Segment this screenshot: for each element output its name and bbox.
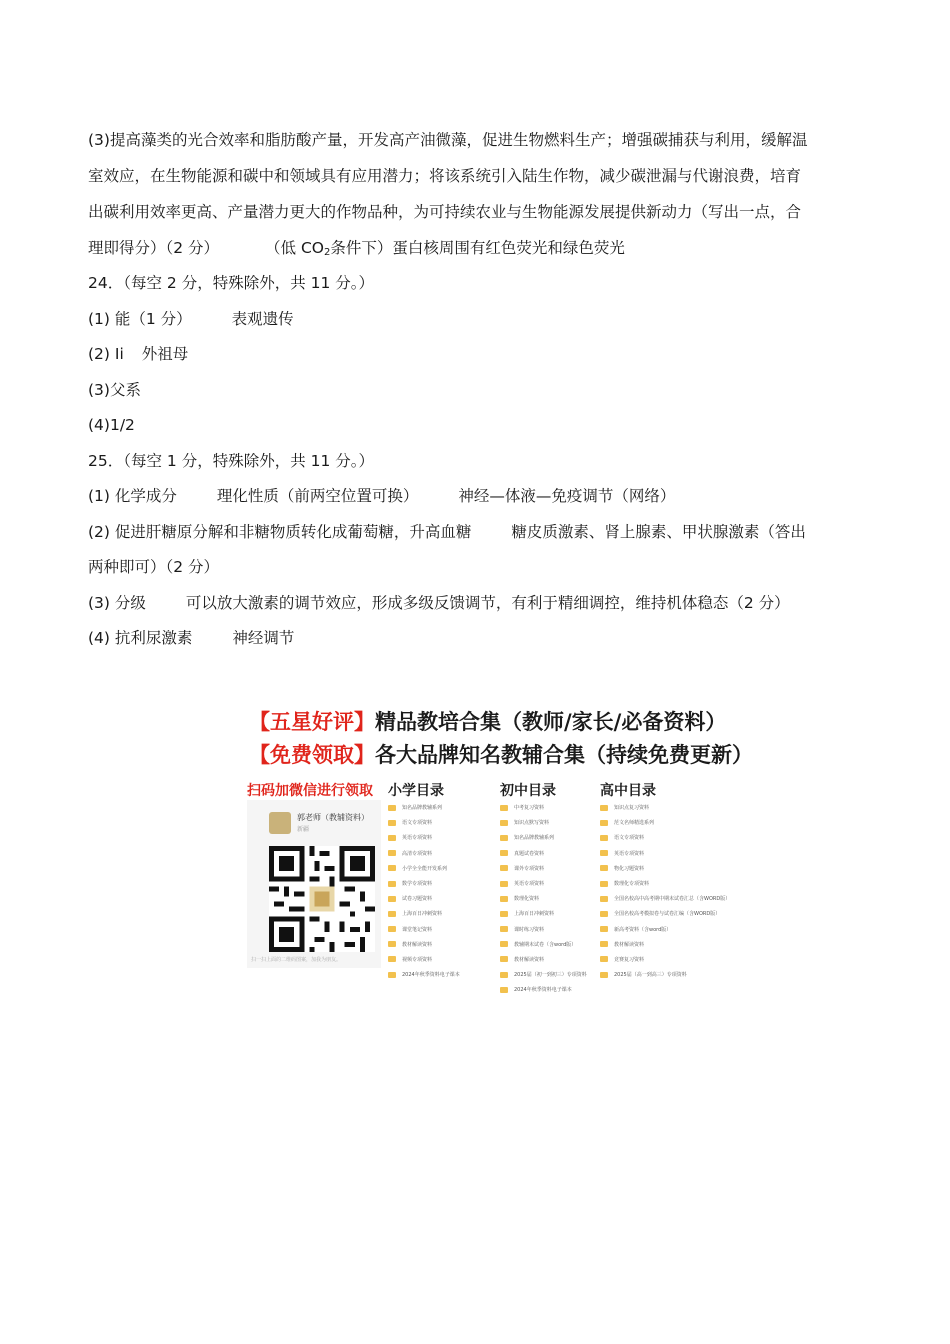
catalog-item bbox=[500, 876, 587, 891]
q25-header: 25．（每空 1 分，特殊除外，共 11 分。） bbox=[88, 451, 375, 470]
middle-catalog-heading: 初中目录 bbox=[500, 783, 556, 799]
q25-answer-4 bbox=[88, 621, 862, 657]
folder-icon bbox=[500, 956, 508, 962]
catalog-item bbox=[388, 830, 460, 845]
q24-answer-2 bbox=[88, 337, 862, 373]
q25-answer-2a: (2) 促进肝糖原分解和非糖物质转化成葡萄糖，升高血糖 bbox=[88, 522, 472, 541]
q23-4-answer-pre: （低 CO bbox=[265, 239, 324, 257]
catalog-item-label: 全国名校高考模拟卷与试卷汇编（含WORD版） bbox=[614, 911, 721, 918]
catalog-item-label: 2025届（高一到高三）专项资料 bbox=[614, 972, 687, 979]
folder-icon bbox=[388, 926, 396, 932]
catalog-item bbox=[500, 952, 587, 967]
folder-icon bbox=[500, 865, 508, 871]
folder-icon bbox=[600, 835, 608, 841]
qr-code-icon bbox=[269, 846, 375, 952]
catalog-item bbox=[500, 891, 587, 906]
answer-text-block bbox=[88, 122, 862, 657]
catalog-item bbox=[600, 800, 730, 815]
promo-banner-image bbox=[243, 700, 753, 994]
catalog-item-label: 课时练习资料 bbox=[514, 926, 545, 933]
q23-4-answer-post: 条件下）蛋白核周围有红色荧光和绿色荧光 bbox=[330, 239, 625, 257]
catalog-item bbox=[600, 906, 730, 921]
folder-icon bbox=[500, 926, 508, 932]
folder-icon bbox=[388, 805, 396, 811]
catalog-item-label: 竞赛复习资料 bbox=[614, 956, 645, 963]
q24-answer-1-num: (1) 能（1 分） bbox=[88, 309, 192, 328]
catalog-item-label: 课堂笔记资料 bbox=[402, 926, 433, 933]
catalog-item bbox=[500, 922, 587, 937]
folder-icon bbox=[388, 820, 396, 826]
catalog-item-label: 中考复习资料 bbox=[514, 805, 545, 812]
folder-icon bbox=[500, 805, 508, 811]
catalog-item-label: 教材解读资料 bbox=[514, 956, 545, 963]
catalog-item bbox=[388, 967, 460, 982]
folder-icon bbox=[388, 881, 396, 887]
q25-answer-1b: 理化性质（前两空位置可换） bbox=[216, 487, 419, 505]
q25-answer-2-line-1 bbox=[88, 515, 862, 551]
catalog-item-label: 小学全全能开发系列 bbox=[402, 865, 448, 872]
avatar bbox=[269, 812, 291, 834]
catalog-item-label: 英语专项资料 bbox=[514, 881, 545, 888]
folder-icon bbox=[600, 820, 608, 826]
catalog-item bbox=[600, 922, 730, 937]
q24-answer-4: (4)1/2 bbox=[88, 416, 135, 434]
catalog-item-label: 范文名师精选系列 bbox=[614, 820, 655, 827]
promo-line-2-tag: 【免费领取】 bbox=[249, 742, 375, 767]
folder-icon bbox=[500, 835, 508, 841]
folder-icon bbox=[600, 941, 608, 947]
catalog-item bbox=[388, 800, 460, 815]
folder-icon bbox=[388, 941, 396, 947]
promo-line-1-tag: 【五星好评】 bbox=[249, 709, 375, 734]
q25-answer-1a: (1) 化学成分 bbox=[88, 487, 177, 505]
middle-catalog-list bbox=[500, 800, 587, 997]
catalog-item-label: 知识点复习资料 bbox=[614, 805, 650, 812]
folder-icon bbox=[600, 926, 608, 932]
q23-3-line-1: (3)提高藻类的光合效率和脂肪酸产量，开发高产油微藻，促进生物燃料生产；增强碳捕获与利用，缓解温 bbox=[88, 131, 808, 149]
q25-answer-1c: 神经—体液—免疫调节（网络） bbox=[458, 487, 676, 505]
scan-label: 扫码加微信进行领取 bbox=[247, 783, 373, 799]
catalog-item-label: 上海百日冲刺资料 bbox=[402, 911, 443, 918]
catalog-item-label: 真题试卷资料 bbox=[514, 850, 545, 857]
promo-line-1-text: 精品教培合集（教师/家长/必备资料） bbox=[375, 709, 727, 734]
catalog-item bbox=[500, 815, 587, 830]
q25-answer-2b: 糖皮质激素、肾上腺素、甲状腺激素（答出 bbox=[511, 522, 806, 541]
folder-icon bbox=[500, 896, 508, 902]
q25-answer-1 bbox=[88, 479, 862, 515]
catalog-item-label: 英语专项资料 bbox=[614, 850, 645, 857]
catalog-item bbox=[388, 952, 460, 967]
catalog-item-label: 2024年秋季资料电子课本 bbox=[514, 987, 572, 994]
catalog-item bbox=[388, 861, 460, 876]
q25-answer-2-line-2: 两种即可）（2 分） bbox=[88, 558, 220, 576]
catalog-item bbox=[388, 906, 460, 921]
folder-icon bbox=[500, 972, 508, 978]
catalog-item-label: 教材解读资料 bbox=[614, 941, 645, 948]
folder-icon bbox=[600, 896, 608, 902]
q23-3-line-3: 出碳利用效率更高、产量潜力更大的作物品种，为可持续农业与生物能源发展提供新动力（写出一点，合 bbox=[88, 203, 802, 221]
folder-icon bbox=[500, 987, 508, 993]
contact-region: 新疆 bbox=[297, 826, 310, 833]
catalog-item-label: 语文专项资料 bbox=[614, 835, 645, 842]
catalog-item-label: 2024年秋季资料电子课本 bbox=[402, 972, 460, 979]
primary-catalog-list bbox=[388, 800, 460, 982]
q24-answer-1 bbox=[88, 302, 862, 338]
catalog-item bbox=[600, 952, 730, 967]
folder-icon bbox=[500, 850, 508, 856]
promo-line-1 bbox=[249, 706, 726, 736]
catalog-item bbox=[388, 922, 460, 937]
promo-line-2 bbox=[249, 739, 753, 769]
folder-icon bbox=[600, 956, 608, 962]
catalog-item-label: 高清专项资料 bbox=[402, 850, 433, 857]
q25-answer-3b: 可以放大激素的调节效应，形成多级反馈调节，有利于精细调控，维持机体稳态（2 分） bbox=[185, 593, 790, 612]
catalog-item bbox=[600, 891, 730, 906]
folder-icon bbox=[600, 805, 608, 811]
catalog-item bbox=[500, 861, 587, 876]
folder-icon bbox=[388, 896, 396, 902]
primary-catalog-heading: 小学目录 bbox=[388, 783, 444, 799]
catalog-item bbox=[388, 846, 460, 861]
catalog-item bbox=[388, 815, 460, 830]
catalog-item bbox=[500, 830, 587, 845]
catalog-item-label: 数理化专项资料 bbox=[614, 881, 650, 888]
folder-icon bbox=[388, 865, 396, 871]
catalog-item-label: 上海百日冲刺资料 bbox=[514, 911, 555, 918]
q23-3-line-2: 室效应，在生物能源和碳中和领域具有应用潜力；将该系统引入陆生作物，减少碳泄漏与代谢浪费，培育 bbox=[88, 167, 802, 185]
catalog-item-label: 2025届（初一到初三）专项资料 bbox=[514, 972, 587, 979]
folder-icon bbox=[500, 911, 508, 917]
folder-icon bbox=[600, 850, 608, 856]
q24-answer-1-val: 表观遗传 bbox=[231, 309, 294, 328]
q25-answer-3 bbox=[88, 586, 862, 622]
co2-subscript: 2 bbox=[324, 247, 331, 258]
catalog-item-label: 知名品牌教辅系列 bbox=[402, 805, 443, 812]
q23-3-score: 理即得分）（2 分） bbox=[88, 239, 220, 257]
catalog-item-label: 试卷习题资料 bbox=[402, 896, 433, 903]
q25-answer-4b: 神经调节 bbox=[232, 629, 295, 647]
catalog-item bbox=[600, 861, 730, 876]
q24-header: 24．（每空 2 分，特殊除外，共 11 分。） bbox=[88, 274, 375, 292]
catalog-item bbox=[600, 846, 730, 861]
folder-icon bbox=[500, 941, 508, 947]
catalog-item-label: 物化习题资料 bbox=[614, 865, 645, 872]
wechat-contact-card bbox=[247, 800, 381, 968]
catalog-item bbox=[388, 937, 460, 952]
q24-answer-3: (3)父系 bbox=[88, 380, 141, 399]
folder-icon bbox=[600, 972, 608, 978]
catalog-item bbox=[500, 982, 587, 997]
folder-icon bbox=[388, 835, 396, 841]
folder-icon bbox=[388, 911, 396, 917]
catalog-item bbox=[600, 830, 730, 845]
high-catalog-list bbox=[600, 800, 730, 982]
catalog-item bbox=[600, 815, 730, 830]
catalog-item-label: 教材解读资料 bbox=[402, 941, 433, 948]
folder-icon bbox=[388, 956, 396, 962]
catalog-item bbox=[600, 967, 730, 982]
contact-name: 郭老师（教辅资料） bbox=[297, 813, 369, 822]
catalog-item bbox=[388, 876, 460, 891]
catalog-item-label: 视频专项资料 bbox=[402, 956, 433, 963]
catalog-item bbox=[600, 876, 730, 891]
catalog-item-label: 全国名校高中高考期中期末试卷汇总（含WORD版） bbox=[614, 896, 731, 903]
q25-answer-4a: (4) 抗利尿激素 bbox=[88, 629, 193, 647]
catalog-item bbox=[500, 846, 587, 861]
folder-icon bbox=[500, 881, 508, 887]
catalog-item bbox=[500, 937, 587, 952]
catalog-item-label: 课外专项资料 bbox=[514, 865, 545, 872]
catalog-item-label: 教辅期末试卷（含word版） bbox=[514, 941, 577, 948]
catalog-item bbox=[600, 937, 730, 952]
folder-icon bbox=[388, 850, 396, 856]
q23-3-line-4 bbox=[88, 230, 862, 266]
high-catalog-heading: 高中目录 bbox=[600, 783, 656, 799]
folder-icon bbox=[500, 820, 508, 826]
q25-answer-3a: (3) 分级 bbox=[88, 593, 146, 612]
folder-icon bbox=[388, 972, 396, 978]
q24-answer-2-val: 外祖母 bbox=[141, 345, 189, 363]
folder-icon bbox=[600, 881, 608, 887]
catalog-item-label: 英语专项资料 bbox=[402, 835, 433, 842]
folder-icon bbox=[600, 865, 608, 871]
card-footer: 扫一扫上面的二维码图案，加我为朋友。 bbox=[251, 957, 342, 963]
catalog-item-label: 数学专项资料 bbox=[402, 881, 433, 888]
catalog-item-label: 语文专项资料 bbox=[402, 820, 433, 827]
promo-line-2-text: 各大品牌知名教辅合集（持续免费更新） bbox=[375, 742, 753, 767]
catalog-item bbox=[500, 906, 587, 921]
catalog-item-label: 知名品牌教辅系列 bbox=[514, 835, 555, 842]
catalog-item-label: 知识点默写资料 bbox=[514, 820, 550, 827]
catalog-item bbox=[500, 800, 587, 815]
q24-answer-2-num: (2) Ii bbox=[88, 345, 124, 363]
folder-icon bbox=[600, 911, 608, 917]
catalog-item-label: 新高考资料（含word版） bbox=[614, 926, 672, 933]
catalog-item bbox=[500, 967, 587, 982]
catalog-item-label: 数理化资料 bbox=[514, 896, 540, 903]
catalog-item bbox=[388, 891, 460, 906]
